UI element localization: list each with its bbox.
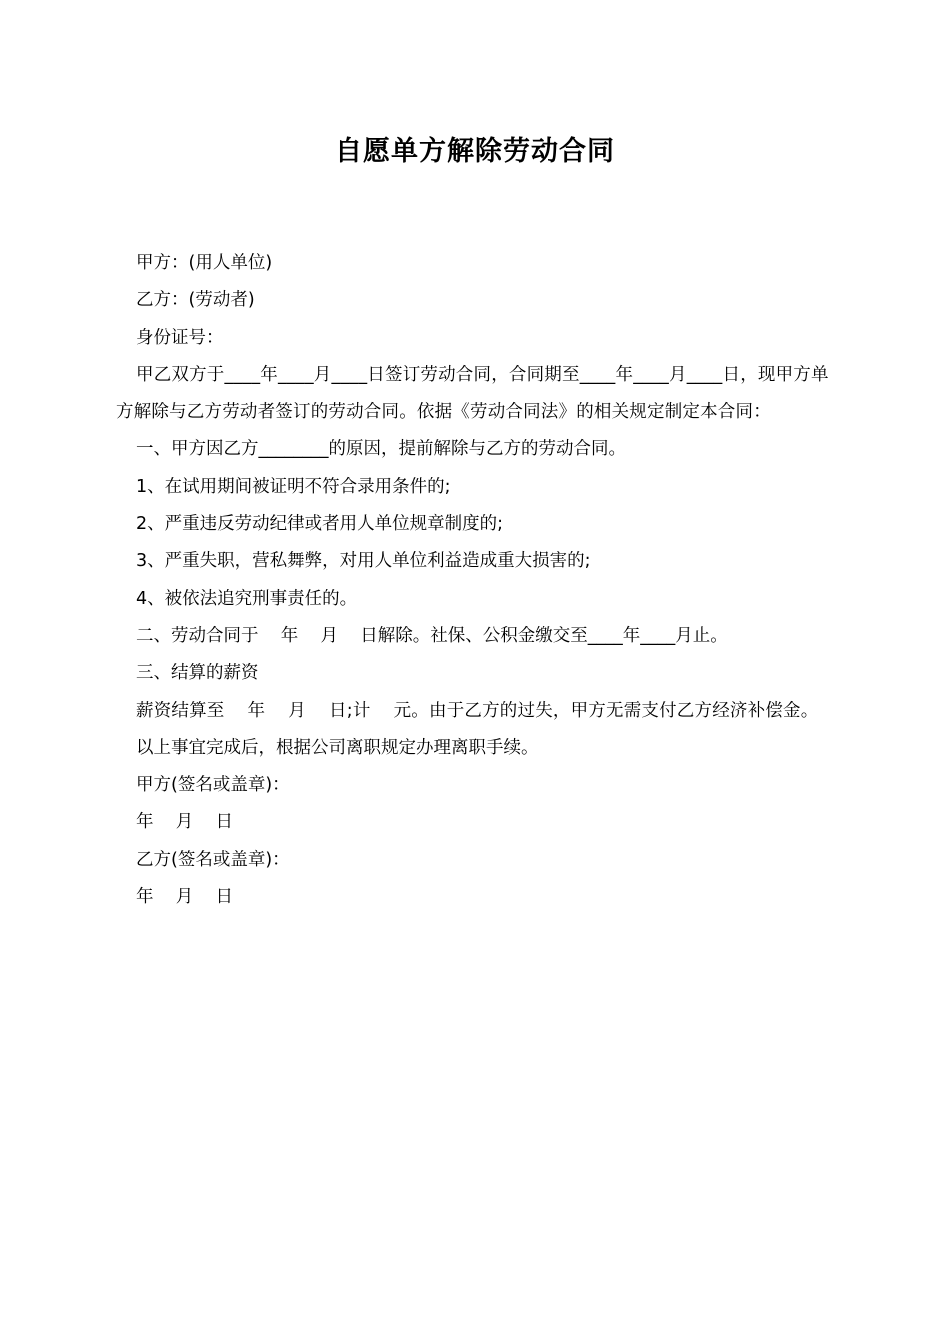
party-b-line: 乙方：(劳动者) [136, 290, 255, 311]
section-three-heading: 三、结算的薪资 [136, 663, 259, 684]
reason-item-1: 1、在试用期间被证明不符合录用条件的; [136, 476, 451, 497]
party-a-date-line: 年 月 日 [136, 812, 234, 833]
reason-item-3: 3、严重失职，营私舞弊，对用人单位利益造成重大损害的; [136, 551, 591, 572]
party-a-signature-line: 甲方(签名或盖章)： [136, 775, 290, 796]
party-b-signature-line: 乙方(签名或盖章)： [136, 849, 290, 870]
resignation-procedure-line: 以上事宜完成后，根据公司离职规定办理离职手续。 [136, 737, 539, 758]
document-body [116, 245, 836, 916]
contract-intro-paragraph: 甲乙双方于____年____月____日签订劳动合同，合同期至____年____月____日，现甲方单方解除与乙方劳动者签订的劳动合同。依据《劳动合同法》的相关规定制定本合同： [116, 364, 829, 423]
salary-settlement-paragraph: 薪资结算至 年 月 日;计 元。由于乙方的过失，甲方无需支付乙方经济补偿金。 [136, 700, 819, 721]
section-two-line: 二、劳动合同于 年 月 日解除。社保、公积金缴交至____年____月止。 [136, 625, 728, 646]
document-title: 自愿单方解除劳动合同 [335, 136, 615, 167]
id-number-line: 身份证号： [136, 327, 224, 348]
party-b-date-line: 年 月 日 [136, 887, 234, 908]
reason-item-2: 2、严重违反劳动纪律或者用人单位规章制度的; [136, 514, 504, 535]
reason-item-4: 4、被依法追究刑事责任的。 [136, 588, 358, 609]
party-a-line: 甲方：(用人单位) [136, 253, 273, 273]
section-one-heading: 一、甲方因乙方________的原因，提前解除与乙方的劳动合同。 [136, 439, 626, 460]
